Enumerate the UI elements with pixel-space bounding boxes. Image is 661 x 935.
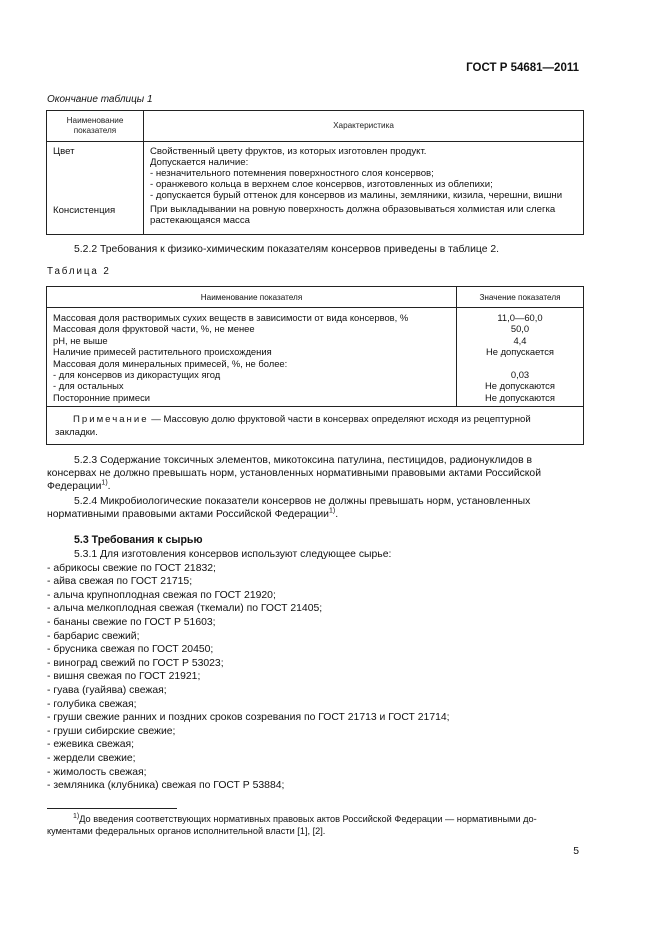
para-line: 5.2.3 Содержание токсичных элементов, микотоксина патулина, пестицидов, радионуклидов в <box>74 455 532 466</box>
indicator-value: Не допускаются <box>485 391 555 403</box>
list-item: - груши свежие ранних и поздних сроков созревания по ГОСТ 21713 и ГОСТ 21714; <box>47 712 450 724</box>
indicator-name: Посторонние примеси <box>53 391 150 403</box>
paragraph-5-2-3 <box>47 454 584 494</box>
table1-col-header-name: Наименование показателя <box>47 111 144 142</box>
list-item: - айва свежая по ГОСТ 21715; <box>47 576 193 588</box>
indicator-name: Массовая доля минеральных примесей, %, не более: <box>53 357 288 369</box>
indicator-value: 4,4 <box>513 334 527 346</box>
table2-values-cell <box>457 308 584 407</box>
table1-name-cell <box>47 142 144 235</box>
consistency-line: При выкладывании на ровную поверхность должна образовываться холмистая или слегка <box>150 204 556 215</box>
color-line: - оранжевого кольца в верхнем слое консервов, изготовленных из облепихи; <box>150 179 493 190</box>
indicator-value: 0,03 <box>510 369 530 381</box>
para-line: Федерации$^{1)}$. <box>47 479 111 493</box>
list-item: - виноград свежий по ГОСТ Р 53023; <box>47 657 224 669</box>
footnote-divider <box>47 808 177 809</box>
color-line: Допускается наличие: <box>150 157 249 168</box>
footnote-marker: 1) <box>73 812 80 820</box>
table2-body-row <box>47 308 584 407</box>
footnote: $^{1)}$До введения соответствующих нормативных правовых актов Российской Федерации — нормативными до- кументами федеральных органов исполнительной власти [1], [2]. <box>47 812 537 837</box>
list-item: - ежевика свежая; <box>47 739 135 751</box>
list-item: - барбарис свежий; <box>47 630 140 642</box>
paragraph-5-2-4 <box>47 495 584 521</box>
indicator-name: Наличие примесей растительного происхождения <box>53 346 272 358</box>
table1-header-row <box>47 111 584 142</box>
table2-note <box>47 407 584 445</box>
indicator-name: Массовая доля фруктовой части, %, не менее <box>53 323 255 335</box>
paragraph-5-2-2: 5.2.2 Требования к физико-химическим показателям консервов приведены в таблице 2. <box>74 244 500 255</box>
note-text: — Массовую долю фруктовой части в консервах определяют исходя из рецептурной закладки. <box>55 414 531 439</box>
raw-materials-list <box>47 548 450 793</box>
row-name-color: Цвет <box>53 146 75 157</box>
list-item: - алыча крупноплодная свежая по ГОСТ 21920; <box>47 589 276 601</box>
list-item: - абрикосы свежие по ГОСТ 21832; <box>47 562 216 574</box>
table1-caption: Окончание таблицы 1 <box>47 94 153 105</box>
color-line: - допускается бурый оттенок для консервов из малины, земляники, кизила, черешни, вишни <box>150 190 563 201</box>
list-item: - жердели свежие; <box>47 752 136 764</box>
table-1 <box>46 110 584 235</box>
indicator-name: - для консервов из дикорастущих ягод <box>53 369 221 381</box>
footnote-ref: 1) <box>101 479 108 487</box>
list-item: - жимолость свежая; <box>47 766 147 778</box>
table2-col-header-name: Наименование показателя <box>47 287 457 308</box>
indicator-value: 50,0 <box>510 323 530 335</box>
list-item: - брусника свежая по ГОСТ 20450; <box>47 644 214 656</box>
indicator-name: Массовая доля растворимых сухих веществ в зависимости от вида консервов, % <box>53 312 409 323</box>
table2-note-row <box>47 407 584 445</box>
indicator-name: - для остальных <box>53 380 124 392</box>
row-name-consistency: Консистенция <box>53 205 116 216</box>
list-item: - земляника (клубника) свежая по ГОСТ Р 53884; <box>47 780 285 792</box>
table2-names-cell <box>47 308 457 407</box>
color-line: Свойственный цвету фруктов, из которых изготовлен продукт. <box>150 146 427 157</box>
para-line: 5.2.4 Микробиологические показатели консервов не должны превышать норм, установленных <box>74 496 531 507</box>
para-line: нормативными правовыми актами Российской Федерации$^{1)}$. <box>47 507 339 521</box>
indicator-value: Не допускается <box>486 346 554 358</box>
para-line: консервах не должно превышать норм, установленных нормативными правовыми актами Российской <box>47 468 542 480</box>
page-number: 5 <box>573 846 579 857</box>
indicator-value: Не допускаются <box>485 380 555 392</box>
section-title: 5.3 Требования к сырью <box>74 534 203 546</box>
list-item: - гуава (гуайява) свежая; <box>47 684 167 696</box>
list-item: - груши сибирские свежие; <box>47 725 176 737</box>
table-2 <box>46 286 584 445</box>
table1-characteristic-cell <box>144 142 584 235</box>
indicator-value <box>459 358 581 369</box>
table2-header-row <box>47 287 584 308</box>
indicator-value: 11,0—60,0 <box>497 312 543 323</box>
footnote-ref: 1) <box>329 507 336 515</box>
table1-col-header-characteristic: Характеристика <box>144 111 584 142</box>
list-item: - бананы свежие по ГОСТ Р 51603; <box>47 616 216 628</box>
list-intro: 5.3.1 Для изготовления консервов используют следующее сырье: <box>74 549 392 560</box>
consistency-line: растекающаяся масса <box>150 215 250 226</box>
color-line: - незначительного потемнения поверхностного слоя консервов; <box>150 168 434 179</box>
table2-col-header-value: Значение показателя <box>457 287 584 308</box>
table2-caption: Таблица 2 <box>47 266 111 277</box>
indicator-name: pH, не выше <box>53 334 108 346</box>
list-item: - голубика свежая; <box>47 698 137 710</box>
document-code: ГОСТ Р 54681—2011 <box>466 62 579 74</box>
list-item: - вишня свежая по ГОСТ 21921; <box>47 671 201 683</box>
list-item: - алыча мелкоплодная свежая (ткемали) по ГОСТ 21405; <box>47 603 323 615</box>
note-label: Примечание <box>73 414 149 426</box>
table1-body-row <box>47 142 584 235</box>
